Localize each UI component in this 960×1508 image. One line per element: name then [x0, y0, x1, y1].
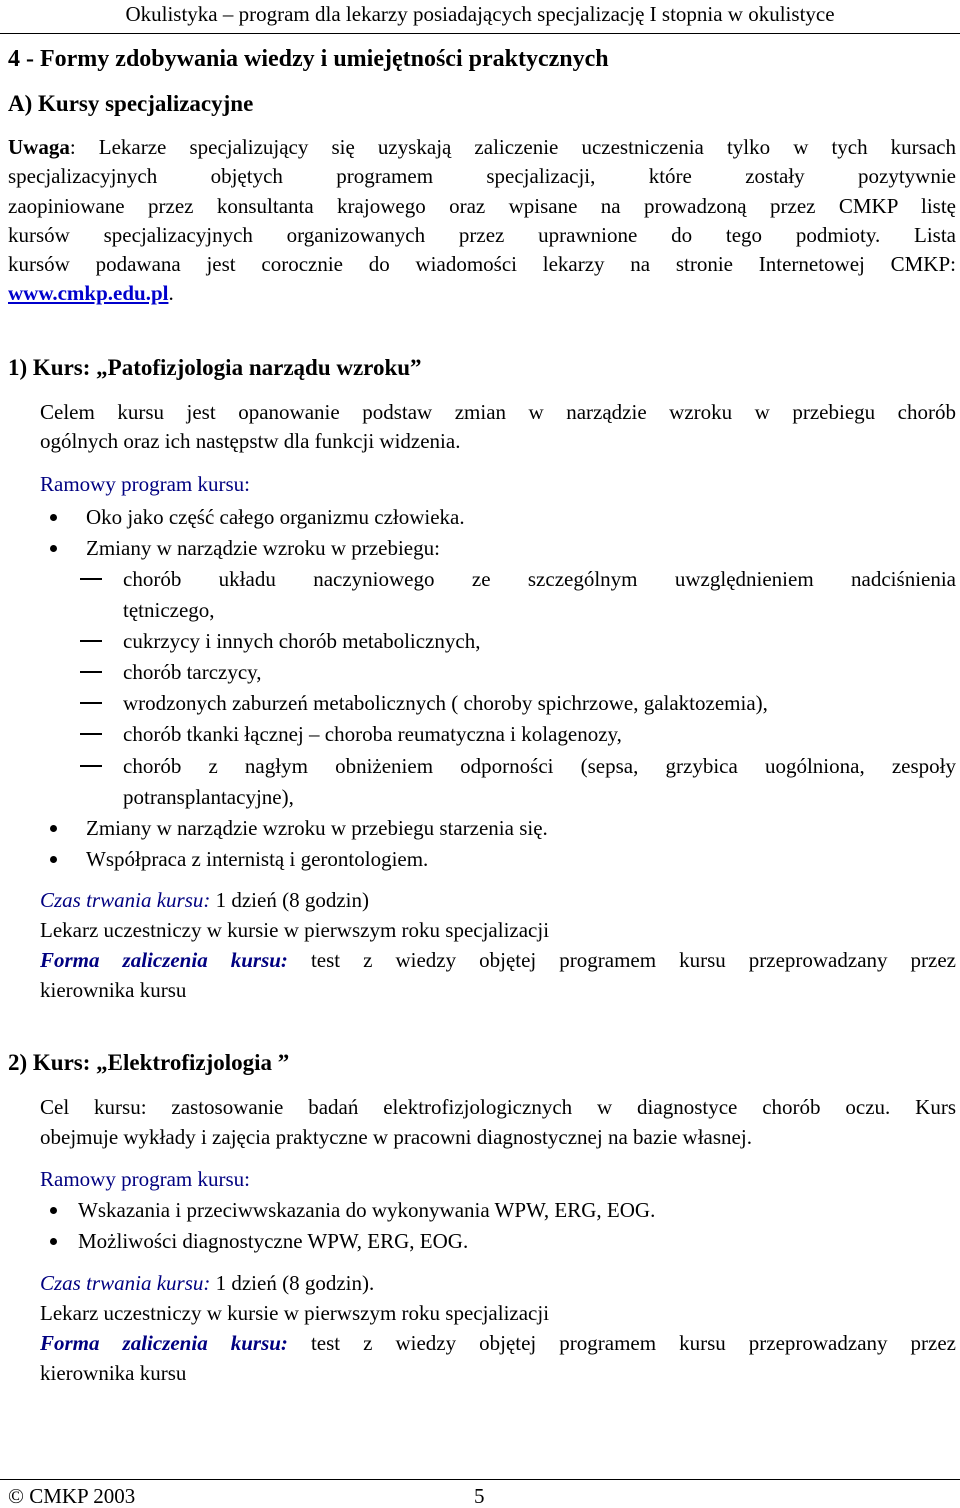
note-line-3: zaopiniowane przez konsultanta krajowego oraz wpisane na prowadzoną przez CMKP listę: [8, 193, 956, 218]
course2-description: [40, 1092, 956, 1152]
header-divider: [0, 33, 960, 34]
course2-duration: Czas trwania kursu: 1 dzień (8 godzin).: [40, 1271, 375, 1295]
note-paragraph: [8, 133, 956, 309]
course1-duration: Czas trwania kursu: 1 dzień (8 godzin): [40, 888, 369, 912]
course2-program-label: Ramowy program kursu:: [40, 1167, 250, 1191]
course1-program-label: Ramowy program kursu:: [40, 472, 250, 496]
course2-desc-line-1: Cel kursu: zastosowanie badań elektrofizjologicznych w diagnostyce chorób oczu. Kurs: [40, 1095, 956, 1119]
note-line-5: kursów podawana jest corocznie do wiadomości lekarzy na stronie Internetowej CMKP:: [8, 252, 956, 277]
course1-title: 1) Kurs: „Patofizjologia narządu wzroku”: [8, 355, 422, 380]
section-subtitle: A) Kursy specjalizacyjne: [8, 91, 254, 116]
section-title: 4 - Formy zdobywania wiedzy i umiejętności praktycznych: [8, 46, 609, 72]
bullet-icon: [50, 856, 57, 863]
note-line-1: Uwaga: Lekarze specjalizujący się uzyskają zaliczenie uczestniczenia tylko w tych kursach: [8, 135, 956, 159]
course1-description: [40, 398, 956, 456]
dash-icon: [80, 671, 102, 673]
note-line-2: specjalizacyjnych objętych programem specjalizacji, które zostały pozytywnie: [8, 164, 956, 189]
course2-form: Forma zaliczenia kursu: test z wiedzy objętej programem kursu przeprowadzany przez kierownika kursu: [40, 1331, 956, 1385]
dash-icon: [80, 765, 102, 767]
bullet-icon: [50, 825, 57, 832]
footer-copyright: © CMKP 2003: [8, 1484, 136, 1508]
bullet-icon: [50, 1207, 57, 1214]
course2-form-label: Forma zaliczenia kursu:: [40, 1331, 288, 1355]
dash-icon: [80, 733, 102, 735]
course1-desc-line-1: Celem kursu jest opanowanie podstaw zmian w narządzie wzroku w przebiegu chorób: [40, 400, 956, 424]
course2-duration-label: Czas trwania kursu:: [40, 1271, 211, 1295]
dash-icon: [80, 702, 102, 704]
course2-title: 2) Kurs: „Elektrofizjologia ”: [8, 1050, 290, 1075]
course1-desc-line-2: ogólnych oraz ich następstw dla funkcji widzenia.: [40, 429, 461, 453]
note-label: Uwaga: [8, 135, 70, 159]
dash-icon: [80, 640, 102, 642]
course2-desc-line-2: obejmuje wykłady i zajęcia praktyczne w pracowni diagnostycznej na bazie własnej.: [40, 1125, 752, 1149]
bullet-icon: [50, 545, 57, 552]
course1-duration-label: Czas trwania kursu:: [40, 888, 211, 912]
course1-form-label: Forma zaliczenia kursu:: [40, 948, 288, 972]
bullet-icon: [50, 514, 57, 521]
footer-divider: [0, 1479, 960, 1480]
course1-participant: Lekarz uczestniczy w kursie w pierwszym roku specjalizacji: [40, 918, 550, 942]
course2-participant: Lekarz uczestniczy w kursie w pierwszym roku specjalizacji: [40, 1301, 550, 1325]
note-line-4: kursów specjalizacyjnych organizowanych przez uprawnione do tego podmioty. Lista: [8, 222, 956, 247]
cmkp-link[interactable]: www.cmkp.edu.pl: [8, 281, 169, 306]
course1-form: Forma zaliczenia kursu: test z wiedzy objętej programem kursu przeprowadzany przez kierownika kursu: [40, 948, 956, 1002]
bullet-icon: [50, 1238, 57, 1245]
dash-icon: [80, 578, 102, 580]
running-header: Okulistyka – program dla lekarzy posiadających specjalizację I stopnia w okulistyce: [125, 2, 835, 26]
page-number: 5: [474, 1484, 485, 1508]
note-line-6: www.cmkp.edu.pl.: [8, 281, 174, 306]
